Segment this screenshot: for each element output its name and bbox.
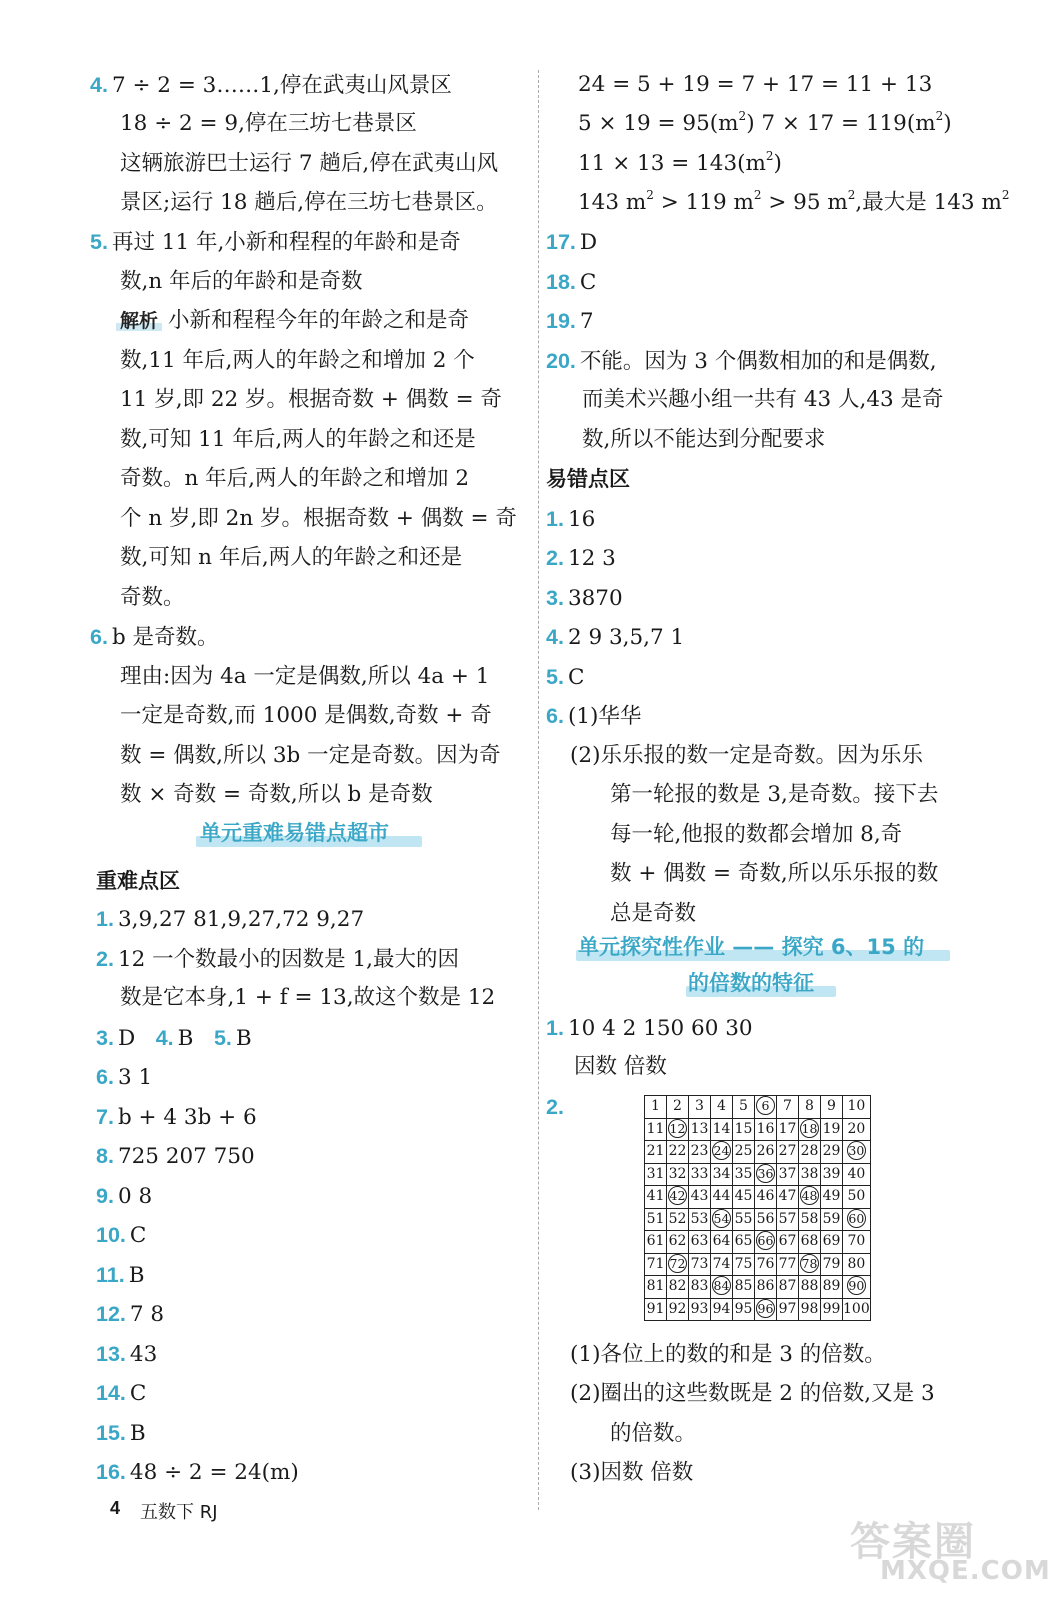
subhead-error-prone: 易错点区 [546, 467, 630, 491]
err-item-1: 1. 16 [546, 507, 596, 532]
grid-cell: 98 [799, 1298, 821, 1321]
ex-item-1-l2: 因数 倍数 [574, 1054, 667, 1079]
grid-cell: 16 [755, 1118, 777, 1141]
grid-row [645, 1141, 871, 1164]
grid-cell: 43 [689, 1186, 711, 1209]
kd-item-12: 12. 7 8 [96, 1302, 165, 1327]
err-item-6-2-l4: 数 + 偶数 = 奇数,所以乐乐报的数 [610, 861, 939, 886]
grid-cell: 77 [777, 1253, 799, 1276]
kd-item-18: 18. C [546, 270, 597, 295]
grid-cell: 55 [733, 1208, 755, 1231]
grid-cell: 58 [799, 1208, 821, 1231]
q5-line1: 5. 再过 11 年,小新和程程的年龄和是奇 [90, 230, 461, 255]
grid-cell: 97 [777, 1298, 799, 1321]
grid-cell: 64 [711, 1231, 733, 1254]
grid-cell: 86 [755, 1276, 777, 1299]
grid-cell: 5 [733, 1096, 755, 1119]
grid-cell: 53 [689, 1208, 711, 1231]
grid-cell: 79 [821, 1253, 843, 1276]
circle-mark: 96 [757, 1300, 774, 1316]
grid-cell: 76 [755, 1253, 777, 1276]
grid-cell: 65 [733, 1231, 755, 1254]
kd-item-8: 8. 725 207 750 [96, 1144, 255, 1169]
kd-item-7: 7. b + 4 3b + 6 [96, 1105, 257, 1130]
grid-row [645, 1276, 871, 1299]
grid-cell: 50 [843, 1186, 871, 1209]
grid-cell: 38 [799, 1163, 821, 1186]
grid-cell-circled [755, 1163, 777, 1186]
circle-mark: 6 [756, 1096, 775, 1115]
q5-explain-2: 数,11 年后,两人的年龄之和增加 2 个 [120, 348, 475, 373]
grid-cell: 74 [711, 1253, 733, 1276]
q6-line2: 理由:因为 4a 一定是偶数,所以 4a + 1 [120, 664, 490, 689]
section-title-unit-market: 单元重难易错点超市 [200, 821, 389, 845]
circle-mark: 54 [713, 1210, 730, 1226]
grid-cell: 10 [843, 1096, 871, 1119]
grid-cell: 59 [821, 1208, 843, 1231]
q5-explain-8: 奇数。 [120, 585, 185, 610]
grid-cell: 27 [777, 1141, 799, 1164]
grid-cell-circled [843, 1276, 871, 1299]
grid-cell-circled [711, 1141, 733, 1164]
grid-cell: 31 [645, 1163, 667, 1186]
grid-cell: 57 [777, 1208, 799, 1231]
kd-item-2: 2. 12 一个数最小的因数是 1,最大的因 [96, 947, 459, 972]
grid-cell: 100 [843, 1298, 871, 1321]
err-item-6: 6. (1)华华 [546, 704, 642, 729]
grid-cell: 83 [689, 1276, 711, 1299]
grid-cell: 2 [667, 1096, 689, 1119]
grid-row [645, 1096, 871, 1119]
q4-line1: 4. 7 ÷ 2 = 3……1,停在武夷山风景区 [90, 73, 452, 98]
kd-item-9: 9. 0 8 [96, 1184, 153, 1209]
circle-mark: 12 [669, 1120, 686, 1136]
circle-mark: 90 [848, 1278, 865, 1294]
grid-cell-circled [755, 1298, 777, 1321]
kd-item-13: 13. 43 [96, 1342, 158, 1367]
kd-item-20-l3: 数,所以不能达到分配要求 [582, 427, 826, 452]
circle-mark: 48 [801, 1188, 818, 1204]
grid-cell: 32 [667, 1163, 689, 1186]
q5-line2: 数,n 年后的年龄和是奇数 [120, 269, 363, 294]
grid-cell: 29 [821, 1141, 843, 1164]
grid-cell: 13 [689, 1118, 711, 1141]
q16-cont-1: 24 = 5 + 19 = 7 + 17 = 11 + 13 [578, 72, 933, 97]
grid-cell: 8 [799, 1096, 821, 1119]
kd-item-2-cont: 数是它本身,1 + f = 13,故这个数是 12 [120, 985, 496, 1010]
jiexi-label: 解析 [120, 310, 159, 332]
grid-cell: 68 [799, 1231, 821, 1254]
grid-cell: 85 [733, 1276, 755, 1299]
grid-cell: 92 [667, 1298, 689, 1321]
grid-cell: 21 [645, 1141, 667, 1164]
circle-mark: 36 [757, 1165, 774, 1181]
circle-mark: 66 [757, 1233, 774, 1249]
grid-cell-circled [843, 1208, 871, 1231]
grid-cell: 41 [645, 1186, 667, 1209]
grid-cell: 70 [843, 1231, 871, 1254]
grid-cell: 28 [799, 1141, 821, 1164]
grid-cell: 94 [711, 1298, 733, 1321]
grid-cell: 63 [689, 1231, 711, 1254]
err-item-5: 5. C [546, 665, 585, 690]
grid-row [645, 1118, 871, 1141]
grid-cell: 88 [799, 1276, 821, 1299]
grid-cell: 93 [689, 1298, 711, 1321]
q5-explain-1: 解析 小新和程程今年的年龄之和是奇 [120, 308, 470, 333]
grid-cell: 51 [645, 1208, 667, 1231]
kd-item-3-5: 3. D 4. B 5. B [96, 1026, 252, 1051]
grid-cell: 82 [667, 1276, 689, 1299]
grid-cell: 17 [777, 1118, 799, 1141]
kd-item-19: 19. 7 [546, 309, 594, 334]
circle-mark: 24 [713, 1143, 730, 1159]
grid-cell: 37 [777, 1163, 799, 1186]
err-item-6-2-l3: 每一轮,他报的数都会增加 8,奇 [610, 822, 903, 847]
circle-mark: 42 [669, 1188, 686, 1204]
grid-row [645, 1298, 871, 1321]
grid-cell: 14 [711, 1118, 733, 1141]
circle-mark: 18 [801, 1120, 818, 1136]
grid-cell: 99 [821, 1298, 843, 1321]
grid-cell: 52 [667, 1208, 689, 1231]
grid-cell: 34 [711, 1163, 733, 1186]
q5-explain-6: 个 n 岁,即 2n 岁。根据奇数 + 偶数 = 奇 [120, 506, 517, 531]
grid-cell-circled [799, 1253, 821, 1276]
grid-cell-circled [711, 1208, 733, 1231]
grid-cell-circled [667, 1253, 689, 1276]
grid-cell-circled [755, 1231, 777, 1254]
grid-cell: 1 [645, 1096, 667, 1119]
grid-cell: 49 [821, 1186, 843, 1209]
q4-line4: 景区;运行 18 趟后,停在三坊七巷景区。 [120, 190, 498, 215]
grid-cell: 61 [645, 1231, 667, 1254]
err-item-3: 3. 3870 [546, 586, 623, 611]
grid-cell-circled [667, 1118, 689, 1141]
circle-mark: 60 [848, 1210, 865, 1226]
grid-row [645, 1208, 871, 1231]
grid-row [645, 1231, 871, 1254]
ex-item-1: 1. 10 4 2 150 60 30 [546, 1016, 753, 1041]
grid-cell-circled [799, 1186, 821, 1209]
ex-answer-2-cont: 的倍数。 [610, 1421, 697, 1446]
q16-cont-2: $5 \times 19 = 95(m^2) 7 \times 17 = 119(m^2)$ [578, 108, 952, 136]
q4-line3: 这辆旅游巴士运行 7 趟后,停在武夷山风 [120, 151, 499, 176]
err-item-6-2-l1: (2)乐乐报的数一定是奇数。因为乐乐 [570, 743, 923, 768]
grid-cell: 75 [733, 1253, 755, 1276]
q4-line2: 18 ÷ 2 = 9,停在三坊七巷景区 [120, 111, 417, 136]
circle-mark: 72 [669, 1255, 686, 1271]
grid-cell-circled [711, 1276, 733, 1299]
grid-cell: 23 [689, 1141, 711, 1164]
kd-item-10: 10. C [96, 1223, 147, 1248]
q5-explain-4: 数,可知 11 年后,两人的年龄之和还是 [120, 427, 476, 452]
q5-explain-5: 奇数。n 年后,两人的年龄之和增加 2 [120, 466, 470, 491]
circle-mark: 84 [713, 1278, 730, 1294]
kd-item-6: 6. 3 1 [96, 1065, 153, 1090]
grid-cell: 46 [755, 1186, 777, 1209]
ex-answer-1: (1)各位上的数的和是 3 的倍数。 [570, 1342, 886, 1367]
err-item-4: 4. 2 9 3,5,7 1 [546, 625, 685, 650]
grid-row [645, 1186, 871, 1209]
section-title-explore-1: 单元探究性作业 —— 探究 6、15 的 [578, 935, 925, 959]
ex-item-2: 2. [546, 1095, 564, 1119]
grid-cell: 19 [821, 1118, 843, 1141]
grid-cell: 4 [711, 1096, 733, 1119]
grid-cell: 44 [711, 1186, 733, 1209]
err-item-6-2-l5: 总是奇数 [610, 901, 697, 926]
grid-cell: 62 [667, 1231, 689, 1254]
q6-line4: 数 = 偶数,所以 3b 一定是奇数。因为奇 [120, 743, 501, 768]
grid-cell: 69 [821, 1231, 843, 1254]
grid-cell-circled [667, 1186, 689, 1209]
subhead-key-difficult: 重难点区 [96, 869, 180, 893]
grid-cell: 73 [689, 1253, 711, 1276]
grid-cell: 47 [777, 1186, 799, 1209]
grid-cell: 95 [733, 1298, 755, 1321]
grid-cell: 87 [777, 1276, 799, 1299]
grid-cell: 7 [777, 1096, 799, 1119]
grid-cell-circled [843, 1141, 871, 1164]
grid-cell: 89 [821, 1276, 843, 1299]
q5-explain-7: 数,可知 n 年后,两人的年龄之和还是 [120, 545, 463, 570]
page-number: 4 [110, 1498, 121, 1518]
kd-item-17: 17. D [546, 230, 598, 255]
grid-cell: 80 [843, 1253, 871, 1276]
hundred-chart-grid [644, 1095, 871, 1321]
grid-cell: 20 [843, 1118, 871, 1141]
grid-cell: 22 [667, 1141, 689, 1164]
grid-cell: 39 [821, 1163, 843, 1186]
grid-cell: 56 [755, 1208, 777, 1231]
grid-cell: 35 [733, 1163, 755, 1186]
grid-cell: 33 [689, 1163, 711, 1186]
grid-row [645, 1163, 871, 1186]
grid-cell-circled [799, 1118, 821, 1141]
err-item-6-2-l2: 第一轮报的数是 3,是奇数。接下去 [610, 782, 939, 807]
grid-cell: 3 [689, 1096, 711, 1119]
grid-cell: 45 [733, 1186, 755, 1209]
grid-row [645, 1253, 871, 1276]
grid-cell: 71 [645, 1253, 667, 1276]
grid-cell: 40 [843, 1163, 871, 1186]
err-item-2: 2. 12 3 [546, 546, 616, 571]
q6-line1: 6. b 是奇数。 [90, 625, 219, 650]
q5-explain-3: 11 岁,即 22 岁。根据奇数 + 偶数 = 奇 [120, 387, 502, 412]
section-title-explore-2: 的倍数的特征 [688, 971, 814, 995]
q16-cont-4: 143 $m^2 > 119$ $m^2 > 95$ $m^2$,最大是 143 $m^2$ [578, 187, 1010, 215]
grid-cell: 91 [645, 1298, 667, 1321]
book-label: 五数下 RJ [140, 1502, 218, 1523]
kd-item-14: 14. C [96, 1381, 147, 1406]
grid-cell-circled [755, 1096, 777, 1119]
grid-cell: 9 [821, 1096, 843, 1119]
grid-cell: 81 [645, 1276, 667, 1299]
grid-cell: 26 [755, 1141, 777, 1164]
ex-answer-2: (2)圈出的这些数既是 2 的倍数,又是 3 [570, 1381, 935, 1406]
grid-cell: 11 [645, 1118, 667, 1141]
kd-item-16: 16. 48 ÷ 2 = 24(m) [96, 1460, 299, 1485]
ex-answer-3: (3)因数 倍数 [570, 1460, 694, 1485]
q6-line3: 一定是奇数,而 1000 是偶数,奇数 + 奇 [120, 703, 492, 728]
kd-item-15: 15. B [96, 1421, 146, 1446]
grid-cell: 15 [733, 1118, 755, 1141]
q6-line5: 数 × 奇数 = 奇数,所以 b 是奇数 [120, 782, 433, 807]
circle-mark: 30 [848, 1143, 865, 1159]
q16-cont-3: $11 \times 13 = 143(m^2)$ [578, 148, 782, 176]
kd-item-1: 1. 3,9,27 81,9,27,72 9,27 [96, 907, 365, 932]
watermark-logo: 答案圈 MXQE.COM [850, 1519, 1051, 1586]
kd-item-20: 20. 不能。因为 3 个偶数相加的和是偶数, [546, 349, 937, 374]
kd-item-20-l2: 而美术兴趣小组一共有 43 人,43 是奇 [582, 387, 944, 412]
kd-item-11: 11. B [96, 1263, 145, 1288]
column-divider [538, 70, 539, 1510]
circle-mark: 78 [801, 1255, 818, 1271]
grid-cell: 67 [777, 1231, 799, 1254]
grid-cell: 25 [733, 1141, 755, 1164]
